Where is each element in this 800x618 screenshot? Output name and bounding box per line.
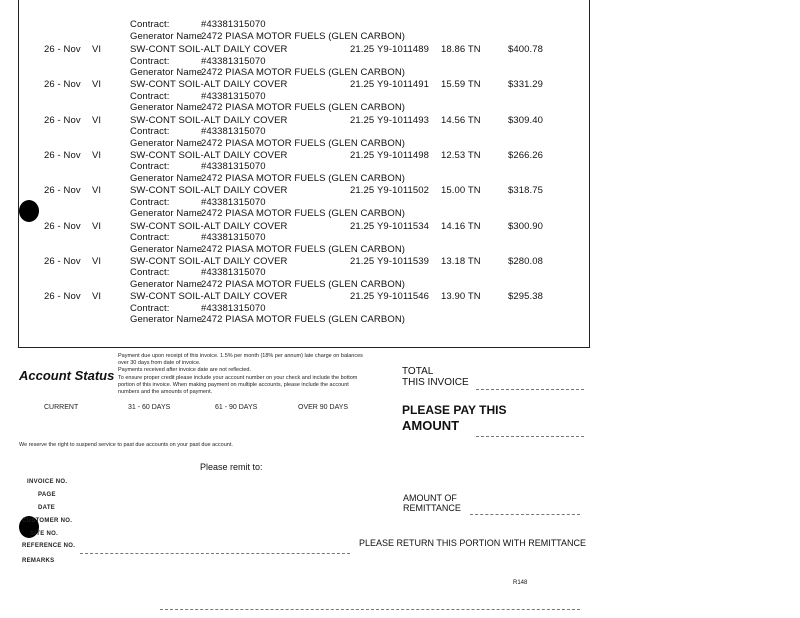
item-contract-label: Contract:	[130, 196, 170, 208]
terms-line-1: Payment due upon receipt of this invoice. 1.5% per month (18% per annum) late charge on balances	[118, 353, 363, 359]
amount-remittance-line1: AMOUNT OF	[403, 493, 457, 503]
perforation-line	[80, 553, 350, 554]
item-quantity: 18.86 TN	[441, 44, 481, 55]
remit-to-label: Please remit to:	[200, 462, 263, 472]
item-ticket: Y9-1011493	[377, 114, 430, 126]
item-contract-label: Contract:	[130, 302, 170, 314]
item-contract-label: Contract:	[130, 161, 170, 173]
item-code: VI	[92, 185, 102, 197]
item-quantity: 14.56 TN	[441, 114, 481, 126]
item-ticket: Y9-1011534	[377, 220, 430, 232]
item-amount: $318.75	[508, 185, 544, 197]
total-label-line1: TOTAL	[402, 366, 434, 377]
item-rate: 21.25	[350, 220, 375, 232]
item-contract-number: #43381315070	[201, 90, 266, 102]
item-ticket: Y9-1011498	[377, 149, 430, 161]
item-date: 26 - Nov	[44, 255, 81, 267]
generator-label: Generator Name	[130, 31, 203, 42]
terms-line-3: Payments received after invoice date are not reflected.	[118, 367, 251, 373]
account-status-title: Account Status	[19, 368, 115, 383]
field-reference-no: REFERENCE NO.	[22, 543, 76, 549]
total-label-line2: THIS INVOICE	[402, 377, 469, 388]
item-generator-label: Generator Name	[130, 314, 203, 326]
item-amount: $266.26	[508, 149, 544, 161]
item-contract-number: #43381315070	[201, 302, 266, 314]
item-generator-label: Generator Name	[130, 243, 203, 255]
item-amount: $400.78	[508, 44, 544, 55]
item-date: 26 - Nov	[44, 79, 81, 91]
amount-remittance-line2: REMITTANCE	[403, 503, 461, 513]
item-contract-number: #43381315070	[201, 232, 266, 243]
item-amount: $300.90	[508, 220, 544, 232]
item-quantity: 13.90 TN	[441, 291, 481, 303]
item-contract-label: Contract:	[130, 55, 170, 67]
item-quantity: 15.59 TN	[441, 79, 481, 91]
pay-label-line1: PLEASE PAY THIS	[402, 403, 507, 417]
item-rate: 21.25	[350, 255, 375, 267]
contract-number: #43381315070	[201, 19, 266, 30]
item-contract-label: Contract:	[130, 232, 170, 243]
footer-code: R148	[513, 580, 528, 586]
item-amount: $295.38	[508, 291, 544, 303]
item-date: 26 - Nov	[44, 291, 81, 303]
item-generator-label: Generator Name	[130, 278, 203, 290]
pay-amount-line	[476, 436, 584, 437]
item-generator-name: 2472 PIASA MOTOR FUELS (GLEN CARBON)	[201, 314, 406, 326]
item-contract-label: Contract:	[130, 90, 170, 102]
terms-line-5: portion of this invoice. When making payment on multiple accounts, please include the account	[118, 382, 349, 388]
item-rate: 21.25	[350, 79, 375, 91]
field-page: PAGE	[38, 492, 56, 498]
item-code: VI	[92, 220, 102, 232]
item-contract-number: #43381315070	[201, 267, 266, 279]
item-generator-name: 2472 PIASA MOTOR FUELS (GLEN CARBON)	[201, 172, 406, 184]
item-code: VI	[92, 79, 102, 91]
item-generator-label: Generator Name	[130, 102, 203, 114]
item-contract-number: #43381315070	[201, 196, 266, 208]
item-code: VI	[92, 44, 102, 55]
remittance-amount-line	[470, 514, 580, 515]
item-amount: $331.29	[508, 79, 544, 91]
item-ticket: Y9-1011489	[377, 44, 430, 55]
item-contract-label: Contract:	[130, 126, 170, 138]
item-contract-label: Contract:	[130, 267, 170, 279]
pay-label-line2: AMOUNT	[402, 418, 460, 433]
item-generator-label: Generator Name	[130, 137, 203, 149]
item-amount: $309.40	[508, 114, 544, 126]
item-quantity: 14.16 TN	[441, 220, 481, 232]
item-generator-name: 2472 PIASA MOTOR FUELS (GLEN CARBON)	[201, 67, 406, 78]
item-date: 26 - Nov	[44, 114, 81, 126]
punch-hole-icon	[19, 200, 39, 222]
field-customer-no: CUSTOMER NO.	[22, 518, 73, 524]
terms-line-6: numbers and the amounts of payment.	[118, 389, 213, 395]
item-generator-name: 2472 PIASA MOTOR FUELS (GLEN CARBON)	[201, 278, 406, 290]
item-ticket: Y9-1011546	[377, 291, 430, 303]
item-description: SW-CONT SOIL-ALT DAILY COVER	[130, 291, 288, 303]
terms-line-4: To ensure proper credit please include your account number on your check and include the bottom	[118, 375, 358, 381]
item-description: SW-CONT SOIL-ALT DAILY COVER	[130, 220, 288, 232]
item-amount: $280.08	[508, 255, 544, 267]
item-code: VI	[92, 149, 102, 161]
contract-label: Contract:	[130, 19, 170, 30]
aging-current: CURRENT	[44, 404, 79, 411]
aging-over-90: OVER 90 DAYS	[298, 404, 349, 411]
bottom-perforation	[160, 609, 580, 610]
item-ticket: Y9-1011502	[377, 185, 430, 197]
item-code: VI	[92, 255, 102, 267]
item-generator-name: 2472 PIASA MOTOR FUELS (GLEN CARBON)	[201, 102, 406, 114]
item-generator-name: 2472 PIASA MOTOR FUELS (GLEN CARBON)	[201, 208, 406, 220]
item-generator-label: Generator Name	[130, 208, 203, 220]
item-rate: 21.25	[350, 149, 375, 161]
total-amount-line	[476, 389, 584, 390]
item-generator-label: Generator Name	[130, 172, 203, 184]
return-notice: PLEASE RETURN THIS PORTION WITH REMITTANCE	[359, 538, 587, 548]
item-description: SW-CONT SOIL-ALT DAILY COVER	[130, 149, 288, 161]
aging-31-60: 31 - 60 DAYS	[128, 404, 171, 411]
generator-name: 2472 PIASA MOTOR FUELS (GLEN CARBON)	[201, 31, 406, 42]
item-generator-name: 2472 PIASA MOTOR FUELS (GLEN CARBON)	[201, 137, 406, 149]
item-ticket: Y9-1011539	[377, 255, 430, 267]
aging-61-90: 61 - 90 DAYS	[215, 404, 258, 411]
item-date: 26 - Nov	[44, 149, 81, 161]
item-rate: 21.25	[350, 114, 375, 126]
item-date: 26 - Nov	[44, 44, 81, 55]
item-quantity: 13.18 TN	[441, 255, 481, 267]
item-contract-number: #43381315070	[201, 55, 266, 67]
item-generator-label: Generator Name	[130, 67, 203, 78]
item-quantity: 15.00 TN	[441, 185, 481, 197]
item-description: SW-CONT SOIL-ALT DAILY COVER	[130, 255, 288, 267]
field-invoice-no: INVOICE NO.	[27, 479, 68, 485]
item-description: SW-CONT SOIL-ALT DAILY COVER	[130, 185, 288, 197]
field-date: DATE	[38, 505, 56, 511]
item-description: SW-CONT SOIL-ALT DAILY COVER	[130, 114, 288, 126]
item-rate: 21.25	[350, 185, 375, 197]
item-rate: 21.25	[350, 291, 375, 303]
item-quantity: 12.53 TN	[441, 149, 481, 161]
field-site-no: SITE NO.	[30, 531, 59, 537]
item-rate: 21.25	[350, 44, 375, 55]
reserve-notice: We reserve the right to suspend service to past due accounts on your past due account.	[19, 442, 233, 448]
item-generator-name: 2472 PIASA MOTOR FUELS (GLEN CARBON)	[201, 243, 406, 255]
item-contract-number: #43381315070	[201, 126, 266, 138]
item-ticket: Y9-1011491	[377, 79, 430, 91]
item-date: 26 - Nov	[44, 220, 81, 232]
item-code: VI	[92, 114, 102, 126]
item-date: 26 - Nov	[44, 185, 81, 197]
field-remarks: REMARKS	[22, 558, 55, 564]
terms-line-2: over 30 days from date of invoice.	[118, 360, 201, 366]
item-description: SW-CONT SOIL-ALT DAILY COVER	[130, 79, 288, 91]
item-contract-number: #43381315070	[201, 161, 266, 173]
item-description: SW-CONT SOIL-ALT DAILY COVER	[130, 44, 288, 55]
item-code: VI	[92, 291, 102, 303]
